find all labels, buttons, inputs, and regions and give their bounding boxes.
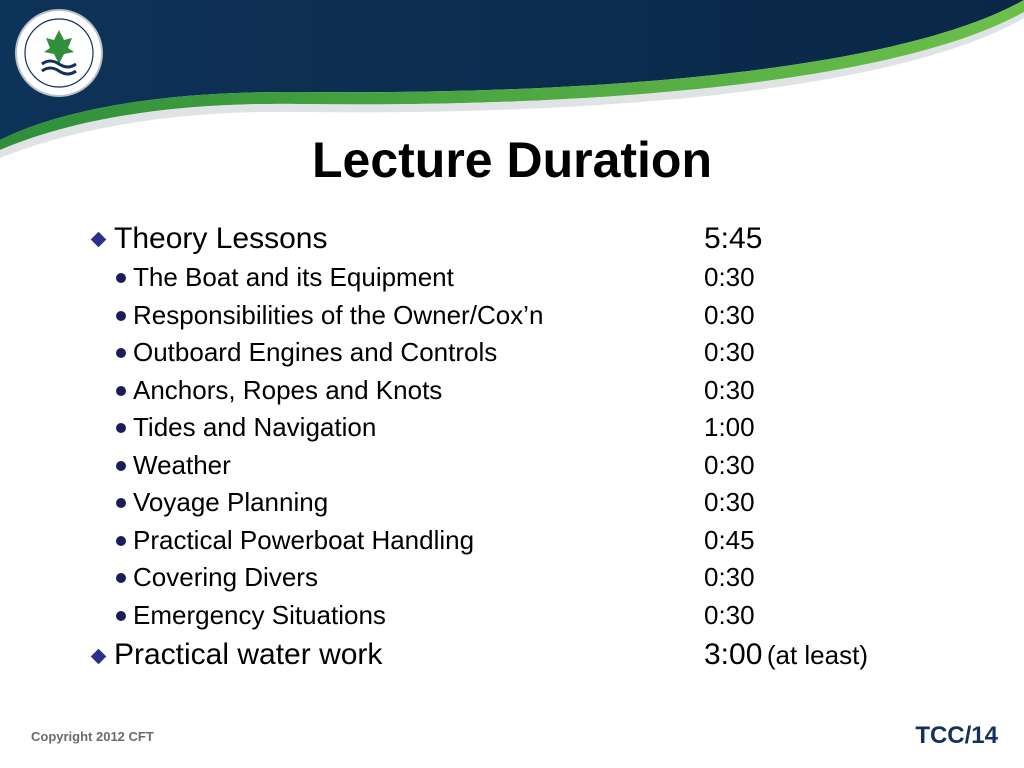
dot-bullet-icon — [116, 573, 126, 583]
sub-item-duration: 0:30 — [704, 600, 755, 630]
sub-item-duration: 0:30 — [704, 300, 755, 330]
list-item-label: Practical water work — [114, 638, 383, 671]
diamond-bullet-icon — [91, 649, 107, 665]
dot-bullet-icon — [116, 386, 126, 396]
dot-bullet-icon — [116, 536, 126, 546]
sub-item-label: Emergency Situations — [133, 600, 386, 630]
dot-bullet-icon — [116, 498, 126, 508]
sub-item-label: Practical Powerboat Handling — [133, 525, 475, 555]
sub-item-label: The Boat and its Equipment — [133, 262, 454, 292]
sub-item-duration: 0:45 — [704, 525, 755, 555]
sub-item-duration: 0:30 — [704, 337, 755, 367]
sub-item-label: Tides and Navigation — [133, 412, 377, 442]
sub-item-label: Voyage Planning — [133, 487, 329, 517]
sub-item-duration: 0:30 — [704, 562, 755, 592]
sub-item-label: Responsibilities of the Owner/Cox’n — [133, 300, 544, 330]
sub-item-label: Covering Divers — [133, 562, 318, 592]
item-duration: 3:00 — [704, 638, 763, 671]
sub-item-duration: 0:30 — [704, 487, 755, 517]
sub-item-duration: 0:30 — [704, 262, 755, 292]
diamond-bullet-icon — [91, 232, 107, 248]
copyright-text: Copyright 2012 CFT — [31, 729, 154, 744]
sub-item-duration: 0:30 — [704, 375, 755, 405]
dot-bullet-icon — [116, 348, 126, 358]
dot-bullet-icon — [116, 423, 126, 433]
dot-bullet-icon — [116, 611, 126, 621]
slide-title: Lecture Duration — [311, 132, 713, 188]
sub-item-label: Outboard Engines and Controls — [133, 337, 498, 367]
sub-item-label: Anchors, Ropes and Knots — [133, 375, 443, 405]
dot-bullet-icon — [116, 461, 126, 471]
sub-item-label: Weather — [133, 450, 231, 480]
dot-bullet-icon — [116, 311, 126, 321]
dot-bullet-icon — [116, 273, 126, 283]
item-note: (at least) — [766, 640, 868, 670]
item-label: Theory Lessons — [114, 222, 328, 255]
slide-code: TCC/14 — [915, 722, 998, 749]
list-item — [114, 222, 327, 256]
item-duration: 5:45 — [704, 222, 763, 255]
sub-item-duration: 0:30 — [704, 450, 755, 480]
item-duration-wrap — [704, 638, 868, 672]
sub-item-duration: 1:00 — [704, 412, 755, 442]
